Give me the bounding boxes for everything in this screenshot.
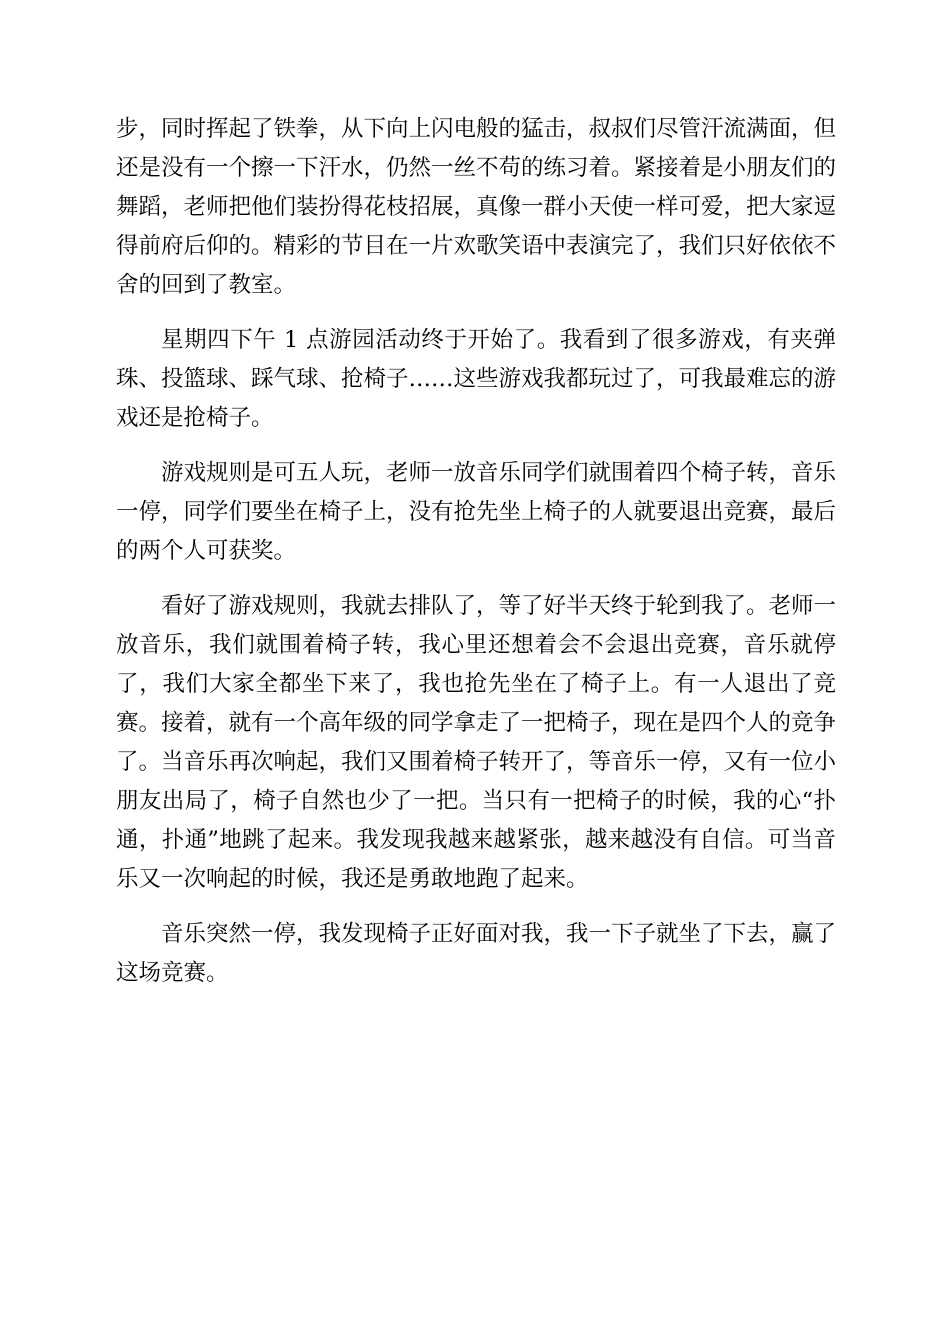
paragraph-3: 游戏规则是可五人玩，老师一放音乐同学们就围着四个椅子转，音乐一停，同学们要坐在椅子上，没有抢先坐上椅子的人就要退出竞赛，最后的两个人可获奖。 — [116, 460, 837, 564]
paragraph-1: 步，同时挥起了铁拳，从下向上闪电般的猛击，叔叔们尽管汗流满面，但还是没有一个擦一下汗水，仍然一丝不苟的练习着。紧接着是小朋友们的舞蹈，老师把他们装扮得花枝招展，真像一群小天使一样可爱，把大家逗得前府后仰的。精彩的节目在一片欢歌笑语中表演完了，我们只好依依不舍的回到了教室。 — [116, 116, 837, 298]
document-body — [116, 110, 836, 993]
paragraph-2: 星期四下午 1 点游园活动终于开始了。我看到了很多游戏，有夹弹珠、投篮球、踩气球、抢椅子……这些游戏我都玩过了，可我最难忘的游戏还是抢椅子。 — [116, 327, 837, 431]
paragraph-4: 看好了游戏规则，我就去排队了，等了好半天终于轮到我了。老师一放音乐，我们就围着椅子转，我心里还想着会不会退出竞赛，音乐就停了，我们大家全都坐下来了，我也抢先坐在了椅子上。有一人退出了竞赛。接着，就有一个高年级的同学拿走了一把椅子，现在是四个人的竞争了。当音乐再次响起，我们又围着椅子转开了，等音乐一停，又有一位小朋友出局了，椅子自然也少了一把。当只有一把椅子的时候，我的心“扑通，扑通”地跳了起来。我发现我越来越紧张，越来越没有自信。可当音乐又一次响起的时候，我还是勇敢地跑了起来。 — [116, 593, 837, 892]
paragraph-5: 音乐突然一停，我发现椅子正好面对我，我一下子就坐了下去，赢了这场竞赛。 — [116, 921, 837, 986]
